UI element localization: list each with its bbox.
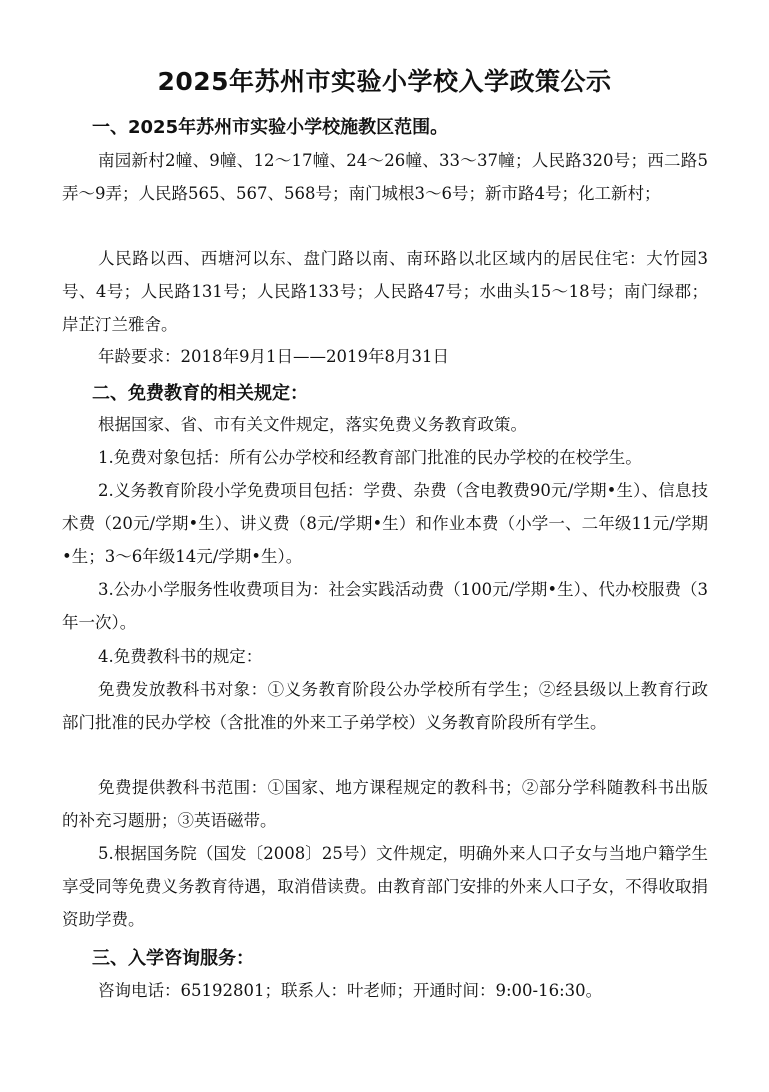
paragraph-item-4a: 免费发放教科书对象：①义务教育阶段公办学校所有学生；②经县级以上教育行政部门批准的民办学校（含批准的外来工子弟学校）义务教育阶段所有学生。 <box>62 680 708 732</box>
paragraph-area-list-2: 人民路以西、西塘河以东、盘门路以南、南环路以北区域内的居民住宅：大竹园3号、4号；人民路131号；人民路133号；人民路47号；水曲头15～18号；南门绿郡；岸芷汀兰雅舍。 <box>62 249 708 334</box>
paragraph-item-4b: 免费提供教科书范围：①国家、地方课程规定的教科书；②部分学科随教科书出版的补充习题册；③英语磁带。 <box>62 778 708 830</box>
section-heading-free-education: 二、免费教育的相关规定： <box>92 383 308 404</box>
section-heading-consultation: 三、入学咨询服务： <box>92 948 254 969</box>
paragraph-item-1: 1.免费对象包括：所有公办学校和经教育部门批准的民办学校的在校学生。 <box>98 448 642 467</box>
paragraph-item-2: 2.义务教育阶段小学免费项目包括：学费、杂费（含电教费90元/学期•生）、信息技术费（20元/学期•生）、讲义费（8元/学期•生）和作业本费（小学一、二年级11元/学期•生；3～6年级14元/学期•生）。 <box>62 481 708 566</box>
paragraph-item-3: 3.公办小学服务性收费项目为：社会实践活动费（100元/学期•生）、代办校服费（3年一次）。 <box>62 580 708 632</box>
paragraph-area-list-1: 南园新村2幢、9幢、12～17幢、24～26幢、33～37幢；人民路320号；西二路5弄～9弄；人民路565、567、568号；南门城根3～6号；新市路4号；化工新村； <box>62 151 708 203</box>
document-title: 2025年苏州市实验小学校入学政策公示 <box>157 67 612 96</box>
paragraph-item-4: 4.免费教科书的规定： <box>98 647 263 666</box>
paragraph-age-requirement: 年龄要求：2018年9月1日——2019年8月31日 <box>98 347 449 366</box>
paragraph-item-5: 5.根据国务院（国发〔2008〕25号）文件规定，明确外来人口子女与当地户籍学生享受同等免费义务教育待遇，取消借读费。由教育部门安排的外来人口子女，不得收取捐资助学费。 <box>62 844 708 929</box>
section-heading-enrollment-area: 一、2025年苏州市实验小学校施教区范围。 <box>92 117 449 138</box>
paragraph-policy-intro: 根据国家、省、市有关文件规定，落实免费义务教育政策。 <box>98 415 527 434</box>
paragraph-contact-info: 咨询电话：65192801；联系人：叶老师；开通时间：9:00-16:30。 <box>98 981 603 1000</box>
